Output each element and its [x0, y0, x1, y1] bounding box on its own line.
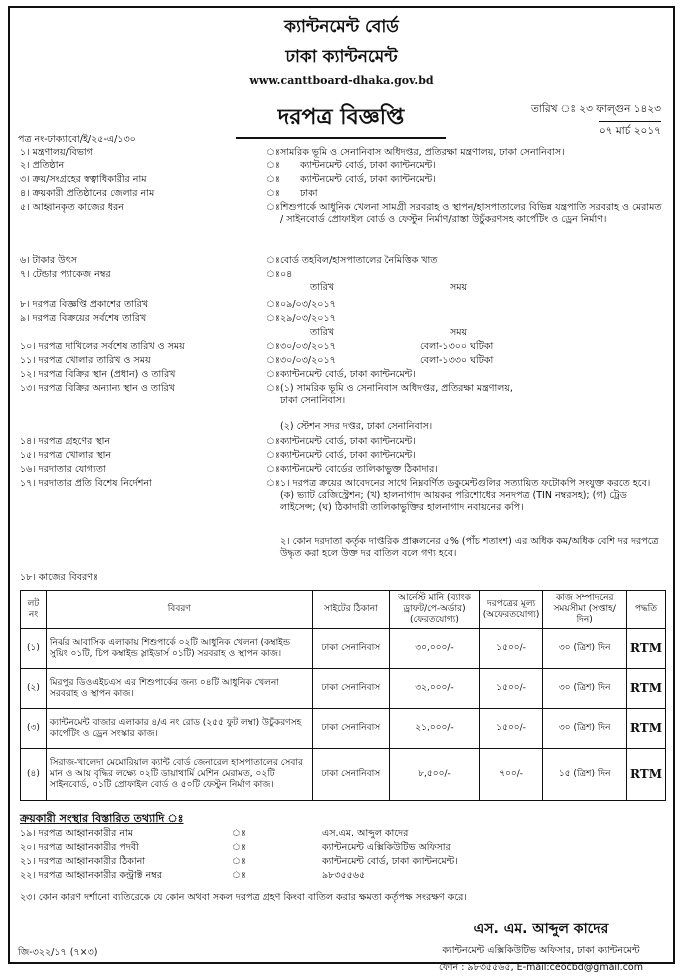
org-name: ক্যান্টনমেন্ট বোর্ড: [284, 17, 399, 37]
date-subhead: তারিখ: [310, 282, 335, 293]
column-header-duration: কাজ সম্পাদনের সময়সীমা (সপ্তাহ/দিন): [543, 591, 627, 629]
field-row: [10, 436, 670, 448]
field-value: (১) সামরিক ভূমি ও সেনানিবাস অধিদপ্তর, প্রতিরক্ষা মন্ত্রণালয়, ঢাকা সেনানিবাস।: [280, 383, 513, 406]
earnest-money-cell: ৩২,০০০/-: [390, 669, 480, 709]
earnest-money-cell: ২১,০০০/-: [390, 709, 480, 749]
field-value: ক্যান্টনমেন্ট বোর্ড, ঢাকা ক্যান্টনমেন্ট।: [280, 369, 416, 380]
lot-cell: (১): [21, 629, 47, 669]
field-colon: ঃ: [266, 147, 280, 158]
field-label: ৫। আহ্বানকৃত কাজের ধরন: [20, 202, 124, 213]
field-value: ২৯/০৩/২০১৭: [280, 313, 336, 324]
table-row: [21, 749, 666, 801]
date-subhead: তারিখ: [310, 327, 335, 338]
purchaser-label: ২২। দরপত্র আহ্বানকারীর কন্ট্রাক্ট নম্বর: [20, 870, 163, 881]
field-label: ১৬। দরদাতার যোগ্যতা: [20, 464, 106, 475]
tender-price-cell: ১৫০০/-: [479, 709, 543, 749]
purchaser-label: ২০। দরপত্র আহ্বানকারীর পদবী: [20, 842, 139, 853]
signatory-name: এস. এম. আব্দুল কাদের: [473, 921, 609, 937]
purchaser-colon: ঃ: [232, 870, 246, 881]
field-value-2: (২) স্টেশন সদর দপ্তর, ঢাকা সেনানিবাস।: [280, 421, 433, 432]
column-header-tender-price: দরপত্রের মূল্য (অফেরতযোগ্য): [479, 591, 543, 629]
field-value: ০৪: [280, 269, 293, 280]
field-label: ১৩। দরপত্র বিক্রির অন্যান্য স্থান ও তারিখ: [20, 383, 175, 394]
field-value: ক্যান্টনমেন্ট বোর্ড, ঢাকা ক্যান্টনমেন্ট।: [280, 450, 416, 461]
method-cell: RTM: [626, 709, 665, 749]
purchaser-value: ক্যান্টনমেন্ট বোর্ড, ঢাকা ক্যান্টনমেন্ট।: [322, 856, 458, 867]
description-cell: সিরাজ-খালেদা মেমোরিয়াল ক্যান্ট বোর্ড জেনারেল হাসপাতালের সেবার মান ও আয় বৃদ্ধির লক্ষ্যে ০২টি ডায়াথার্মি মেশিন মেরামত, ০২টি সাইনবোর্ড, ০১টি প্রোফাইল বোর্ড ও ৫০টি ফেস্টুন নির্মাণ কাজ।: [46, 749, 312, 801]
field-row: [10, 341, 670, 353]
field-row: [10, 188, 670, 200]
purchaser-colon: ঃ: [232, 842, 246, 853]
org-location: ঢাকা ক্যান্টনমেন্ট: [285, 47, 398, 67]
tender-price-cell: ১৫০০/-: [479, 669, 543, 709]
duration-cell: ৩০ (ত্রিশ) দিন: [543, 629, 627, 669]
tender-price-cell: ১৫০০/-: [479, 629, 543, 669]
field-time: বেলা-১৩০০ ঘটিকা: [420, 341, 494, 352]
field-colon: ঃ: [266, 255, 280, 266]
field-row: [10, 160, 670, 172]
field-label: ১৫। দরপত্র খোলার স্থান: [20, 450, 112, 461]
field-label: ১০। দরপত্র দাখিলের সর্বশেষ তারিখ ও সময়: [20, 341, 185, 352]
field-row: [10, 355, 670, 367]
date-bangla: তারিখ ঃ ২৩ ফাল্গুন ১৪২৩: [530, 103, 661, 115]
method-cell: RTM: [626, 629, 665, 669]
signature-block: [439, 917, 643, 976]
page-title: দরপত্র বিজ্ঞপ্তি: [236, 100, 446, 139]
field-row: [10, 383, 670, 433]
field-label: ১২। দরপত্র বিক্রির স্থান (প্রধান) ও তারিখ: [20, 369, 176, 380]
tender-price-cell: ৭০০/-: [479, 749, 543, 801]
method-cell: RTM: [626, 749, 665, 801]
time-subhead: সময়: [450, 327, 468, 338]
website-link[interactable]: www.canttboard-dhaka.gov.bd: [249, 74, 434, 87]
field-value: ৩০/০৩/২০১৭: [280, 341, 336, 352]
earnest-money-cell: ৩০,০০০/-: [390, 629, 480, 669]
field-colon: ঃ: [266, 160, 280, 171]
field-value: ক্যান্টনমেন্ট বোর্ড, ঢাকা ক্যান্টনমেন্ট।: [300, 174, 436, 185]
field-colon: ঃ: [266, 341, 280, 352]
time-subhead: সময়: [450, 282, 468, 293]
earnest-money-cell: ৮,৫০০/-: [390, 749, 480, 801]
purchaser-colon: ঃ: [232, 828, 246, 839]
field-colon: ঃ: [266, 478, 280, 489]
publication-code: জি-৩২২/১৭ (৭×৩): [18, 947, 98, 958]
column-header-earnest-money: আর্নেস্ট মানি (ব্যাংক ড্রাফট/পে-অর্ডার) (ফেরতযোগ্য): [390, 591, 480, 629]
tender-notice: [8, 6, 675, 973]
field-value: শিশুপার্কে আধুনিক খেলনা সামগ্রী সরবরাহ ও স্থাপন/হাসপাতালের বিভিন্ন যন্ত্রপাতি সরবরাহ ও মেরামত / সাইনবোর্ড প্রোফাইল বোর্ড ও ফেস্টুন নির্মাণ/রাস্তা উচুঁকরণসহ কার্পেটিং ও ড্রেন নির্মাণ।: [280, 202, 662, 225]
work-table: [20, 590, 666, 801]
purchaser-row: [10, 828, 670, 840]
purchaser-label: ২১। দরপত্র আহ্বানকারীর ঠিকানা: [20, 856, 146, 867]
site-cell: ঢাকা সেনানিবাস: [312, 709, 390, 749]
purchaser-row: [10, 856, 670, 868]
field-label: ২। প্রতিষ্ঠান: [20, 160, 65, 171]
duration-cell: ১৫ (ত্রিশ) দিন: [543, 749, 627, 801]
field-colon: ঃ: [266, 299, 280, 310]
field-row: [10, 255, 670, 267]
duration-cell: ৩০ (ত্রিশ) দিন: [543, 709, 627, 749]
field-label: ১৪। দরপত্র গ্রহণের স্থান: [20, 436, 111, 447]
reference-number: পত্র নং-ঢাক্যাবো/ই/২৫-এ/১৩০: [18, 134, 136, 145]
field-row: [10, 464, 670, 476]
authority-note: ২৩। কোন কারণ দর্শানো ব্যতিরেকে যে কোন অথবা সকল দরপত্র গ্রহণ কিংবা বাতিল করার ক্ষমতা কর্তৃপক্ষ সংরক্ষণ করে।: [20, 892, 467, 903]
field-row: [10, 478, 670, 568]
description-cell: মিরপুর ডিওএইচএস এর শিশুপার্কের জন্য ০৪টি আধুনিক খেলনা সরবরাহ ও স্থাপন কাজ।: [46, 669, 312, 709]
field-value: বোর্ড তহবিল/হাসপাতালের নৈমিত্তিক খাত: [280, 255, 438, 266]
field-label: ৪। ক্রয়কারী প্রতিষ্ঠানের জেলার নাম: [20, 188, 155, 199]
column-header-description: বিবরণ: [46, 591, 312, 629]
field-row: [10, 313, 670, 325]
date-english: ০৭ মার্চ ২০১৭: [599, 121, 661, 141]
field-row: [10, 174, 670, 186]
field-time: বেলা-১৩৩০ ঘটিকা: [420, 355, 494, 366]
purchaser-value: ক্যান্টনমেন্ট এক্সিকিউটিভ অফিসার: [322, 842, 451, 853]
site-cell: ঢাকা সেনানিবাস: [312, 749, 390, 801]
field-label: ৩। ক্রয়/সংগ্রহের স্বত্বাধিকারীর নাম: [20, 174, 147, 185]
site-cell: ঢাকা সেনানিবাস: [312, 669, 390, 709]
signatory-designation: ক্যান্টনমেন্ট এক্সিকিউটিভ অফিসার, ঢাকা ক্যান্টনমেন্ট: [442, 945, 640, 956]
field-colon: ঃ: [266, 436, 280, 447]
field-value: ০৯/০৩/২০১৭: [280, 299, 336, 310]
table-header-row: [21, 591, 666, 629]
field-row: [10, 147, 670, 159]
field-row: [10, 369, 670, 381]
header: [10, 14, 673, 87]
field-row: [10, 269, 670, 281]
field-value: ১। দরপত্র ক্রয়ের আবেদনের সাথে নিম্নবর্ণিত ডকুমেন্টগুলির সত্যায়িত ফটোকপি সংযুক্ত করতে হবে। (ক) ভ্যাট রেজিস্ট্রেশন; (খ) হালনাগাদ আয়কর পরিশোধের সনদপত্র (TIN নম্বরসহ); (গ) ট্রেড লাইসেন্স; (ঘ) ঠিকাদারী তালিকাভুক্তির হালনাগাদ নবায়নের কপি।: [280, 478, 651, 513]
field-label: ৭। টেন্ডার প্যাকেজ নম্বর: [20, 269, 111, 280]
table-row: [21, 669, 666, 709]
field-row: [10, 202, 670, 250]
column-header-method: পদ্ধতি: [626, 591, 665, 629]
field-row: [10, 450, 670, 462]
field-label: ৮। দরপত্র বিজ্ঞপ্তি প্রকাশের তারিখ: [20, 299, 149, 310]
field-value-2: ২। কোন দরদাতা কর্তৃক দাপ্তরিক প্রাক্কলনের ৫% (পাঁচ শতাংশ) এর অধিক কম/অধিক বেশি দর দরপত্রে উদ্ধৃত করা হলে উক্ত দর বাতিল বলে গণ্য হবে।: [280, 536, 659, 559]
table-row: [21, 629, 666, 669]
field-value: ক্যান্টনমেন্ট বোর্ড, ঢাকা ক্যান্টনমেন্ট।: [280, 436, 416, 447]
lot-cell: (৪): [21, 749, 47, 801]
duration-cell: ৩০ (ত্রিশ) দিন: [543, 669, 627, 709]
purchaser-colon: ঃ: [232, 856, 246, 867]
field-row: [10, 299, 670, 311]
column-header-lot: লট নং: [21, 591, 47, 629]
field-value: ৩০/০৩/২০১৭: [280, 355, 336, 366]
column-header-site: সাইটের ঠিকানা: [312, 591, 390, 629]
signatory-contact: ফোন : ৯৮৩৫৫৬৫, E-mail:ceocbd@gmail.com: [438, 962, 643, 973]
purchaser-row: [10, 870, 670, 882]
field-colon: ঃ: [266, 202, 280, 213]
field-colon: ঃ: [266, 450, 280, 461]
field-value: সামরিক ভূমি ও সেনানিবাস অধিদপ্তর, প্রতিরক্ষা মন্ত্রণালয়, ঢাকা সেনানিবাস।: [280, 147, 565, 158]
method-cell: RTM: [626, 669, 665, 709]
lot-cell: (২): [21, 669, 47, 709]
site-cell: ঢাকা সেনানিবাস: [312, 629, 390, 669]
lot-cell: (৩): [21, 709, 47, 749]
field-label: ৬। টাকার উৎস: [20, 255, 77, 266]
table-row: [21, 709, 666, 749]
field-label: ১১। দরপত্র খোলার তারিখ ও সময়: [20, 355, 151, 366]
field-colon: ঃ: [266, 383, 280, 394]
purchaser-heading: ক্রয়কারী সংস্থার বিস্তারিত তথ্যাদি ঃ: [20, 812, 184, 825]
purchaser-label: ১৯। দরপত্র আহ্বানকারীর নাম: [20, 828, 134, 839]
description-cell: নির্ঝর আবাসিক এলাকায় শিশুপার্কে ০২টি আধুনিক খেলনা (কম্বাইন্ড সুয়িং ০১টি, চিপ কম্বাইন্ড স্লাইডার্স ০১টি) সরবরাহ ও স্থাপন কাজ।: [46, 629, 312, 669]
field-value: ঢাকা: [300, 188, 318, 199]
field-value: ক্যান্টনমেন্ট বোর্ডের তালিকাভুক্ত ঠিকাদার।: [280, 464, 438, 475]
field-colon: ঃ: [266, 269, 280, 280]
purchaser-value: এস.এম. আব্দুল কাদের: [322, 828, 409, 839]
field-colon: ঃ: [266, 355, 280, 366]
purchaser-row: [10, 842, 670, 854]
field-label: ১। মন্ত্রণালয়/বিভাগ: [20, 147, 93, 158]
work-description-heading: ১৮। কাজের বিবরণঃ: [20, 572, 99, 583]
field-colon: ঃ: [266, 464, 280, 475]
field-colon: ঃ: [266, 313, 280, 324]
description-cell: ক্যান্টনমেন্ট বাজার এলাকার ৪/এ নং রোড (২৫৫ ফুট লম্বা) উচুঁকরণসহ কার্পেটিং ও ড্রেন সংস্কার কাজ।: [46, 709, 312, 749]
field-label: ৯। দরপত্র বিক্রয়ের সর্বশেষ তারিখ: [20, 313, 147, 324]
field-colon: ঃ: [266, 174, 280, 185]
field-value: ক্যান্টনমেন্ট বোর্ড, ঢাকা ক্যান্টনমেন্ট।: [300, 160, 436, 171]
field-colon: ঃ: [266, 369, 280, 380]
field-colon: ঃ: [266, 188, 280, 199]
field-label: ১৭। দরদাতার প্রতি বিশেষ নির্দেশনা: [20, 478, 152, 489]
purchaser-value: ৯৮৩৫৫৬৫: [322, 870, 366, 881]
